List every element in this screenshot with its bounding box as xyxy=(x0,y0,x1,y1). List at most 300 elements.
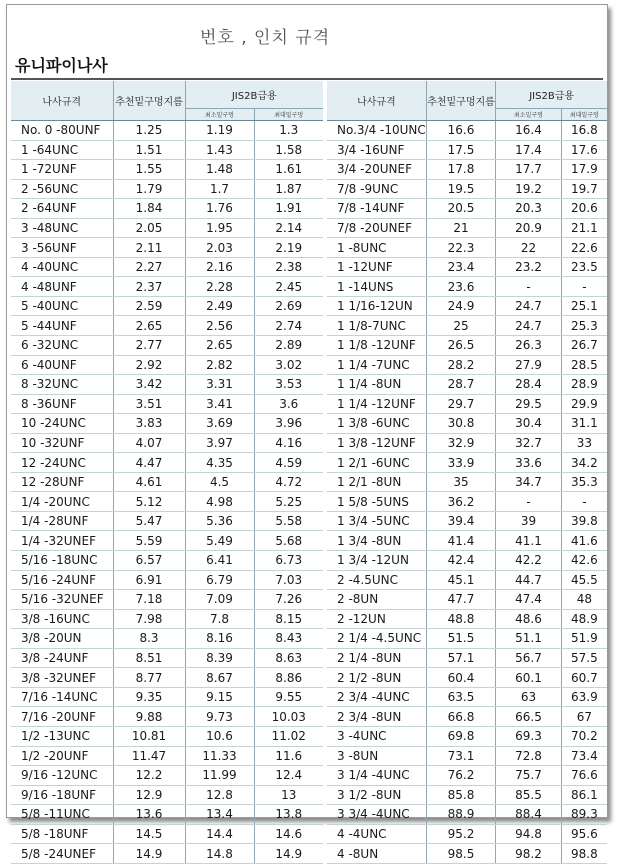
recommended-drill-cell: 2.65 xyxy=(113,316,185,336)
thread-spec-cell: 10 -24UNC xyxy=(11,414,113,434)
thread-spec-cell: 3 3/4 -4UNC xyxy=(327,805,426,825)
table-row xyxy=(327,551,607,571)
max-hole-cell: 2.69 xyxy=(254,296,323,316)
max-hole-cell: 70.2 xyxy=(561,726,607,746)
thread-spec-cell: 1 -14UNS xyxy=(327,277,426,297)
table-row xyxy=(11,121,323,141)
thread-spec-cell: 2 3/4 -4UNC xyxy=(327,687,426,707)
header-min: 최소밑구멍 xyxy=(496,109,562,121)
max-hole-cell: 42.6 xyxy=(561,551,607,571)
thread-spec-cell: 1 3/4 -12UN xyxy=(327,551,426,571)
header-max: 최대밑구멍 xyxy=(254,109,323,121)
table-row xyxy=(327,531,607,551)
recommended-drill-cell: 17.5 xyxy=(426,140,495,160)
table-row xyxy=(11,707,323,727)
min-hole-cell: 32.7 xyxy=(496,433,562,453)
header-max: 최대밑구멍 xyxy=(561,109,607,121)
recommended-drill-cell: 2.11 xyxy=(113,238,185,258)
thread-spec-cell: 7/8 -20UNEF xyxy=(327,218,426,238)
recommended-drill-cell: 28.7 xyxy=(426,375,495,395)
max-hole-cell: 51.9 xyxy=(561,629,607,649)
recommended-drill-cell: 23.4 xyxy=(426,257,495,277)
table-row xyxy=(11,160,323,180)
table-row xyxy=(11,785,323,805)
thread-spec-cell: 1 1/8 -12UNF xyxy=(327,336,426,356)
min-hole-cell: 3.97 xyxy=(185,433,254,453)
min-hole-cell: 23.2 xyxy=(496,257,562,277)
table-row xyxy=(327,570,607,590)
recommended-drill-cell: 95.2 xyxy=(426,824,495,844)
min-hole-cell: 13.4 xyxy=(185,805,254,825)
min-hole-cell: 75.7 xyxy=(496,766,562,786)
min-hole-cell: 39 xyxy=(496,511,562,531)
min-hole-cell: 26.3 xyxy=(496,336,562,356)
max-hole-cell: 1.91 xyxy=(254,199,323,219)
thread-spec-cell: 2 -8UN xyxy=(327,590,426,610)
min-hole-cell: 11.99 xyxy=(185,766,254,786)
recommended-drill-cell: 7.98 xyxy=(113,609,185,629)
recommended-drill-cell: 57.1 xyxy=(426,648,495,668)
min-hole-cell: 1.19 xyxy=(185,121,254,141)
min-hole-cell: 41.1 xyxy=(496,531,562,551)
min-hole-cell: 85.5 xyxy=(496,785,562,805)
max-hole-cell: 48.9 xyxy=(561,609,607,629)
min-hole-cell: 20.3 xyxy=(496,199,562,219)
header-jis: JIS2B급용 xyxy=(496,81,607,109)
recommended-drill-cell: 6.91 xyxy=(113,570,185,590)
thread-spec-cell: 9/16 -18UNF xyxy=(11,785,113,805)
thread-spec-cell: 1/4 -32UNEF xyxy=(11,531,113,551)
table-row xyxy=(327,296,607,316)
thread-spec-cell: 2 -64UNF xyxy=(11,199,113,219)
min-hole-cell: 4.98 xyxy=(185,492,254,512)
thread-spec-cell: 7/16 -14UNC xyxy=(11,687,113,707)
thread-spec-cell: 3 1/4 -4UNC xyxy=(327,766,426,786)
thread-spec-cell: 2 1/2 -8UN xyxy=(327,668,426,688)
max-hole-cell: 9.55 xyxy=(254,687,323,707)
table-row xyxy=(11,492,323,512)
min-hole-cell: 8.67 xyxy=(185,668,254,688)
table-row xyxy=(11,355,323,375)
max-hole-cell: 13 xyxy=(254,785,323,805)
recommended-drill-cell: 8.3 xyxy=(113,629,185,649)
max-hole-cell: 95.6 xyxy=(561,824,607,844)
recommended-drill-cell: 5.47 xyxy=(113,511,185,531)
recommended-drill-cell: 32.9 xyxy=(426,433,495,453)
max-hole-cell: 17.9 xyxy=(561,160,607,180)
min-hole-cell: 24.7 xyxy=(496,316,562,336)
max-hole-cell: 4.16 xyxy=(254,433,323,453)
recommended-drill-cell: 1.79 xyxy=(113,179,185,199)
thread-spec-cell: 3/8 -32UNEF xyxy=(11,668,113,688)
min-hole-cell: 7.8 xyxy=(185,609,254,629)
table-row xyxy=(11,629,323,649)
min-hole-cell: 2.56 xyxy=(185,316,254,336)
max-hole-cell: 5.58 xyxy=(254,511,323,531)
recommended-drill-cell: 4.47 xyxy=(113,453,185,473)
table-row xyxy=(327,844,607,864)
thread-spec-cell: 2 3/4 -8UN xyxy=(327,707,426,727)
thread-spec-cell: 3 -48UNC xyxy=(11,218,113,238)
recommended-drill-cell: 4.61 xyxy=(113,472,185,492)
thread-spec-cell: 3 -8UN xyxy=(327,746,426,766)
min-hole-cell: 34.7 xyxy=(496,472,562,492)
table-row xyxy=(327,277,607,297)
min-hole-cell: 19.2 xyxy=(496,179,562,199)
recommended-drill-cell: 8.77 xyxy=(113,668,185,688)
min-hole-cell: 2.65 xyxy=(185,336,254,356)
min-hole-cell: 8.39 xyxy=(185,648,254,668)
table-row xyxy=(11,609,323,629)
table-row xyxy=(327,199,607,219)
max-hole-cell: 8.15 xyxy=(254,609,323,629)
min-hole-cell: 88.4 xyxy=(496,805,562,825)
thread-spec-cell: 3 1/2 -8UN xyxy=(327,785,426,805)
min-hole-cell: 27.9 xyxy=(496,355,562,375)
recommended-drill-cell: 7.18 xyxy=(113,590,185,610)
max-hole-cell: 25.3 xyxy=(561,316,607,336)
min-hole-cell: 48.6 xyxy=(496,609,562,629)
thread-spec-cell: 4 -40UNC xyxy=(11,257,113,277)
min-hole-cell: 33.6 xyxy=(496,453,562,473)
min-hole-cell: 5.49 xyxy=(185,531,254,551)
max-hole-cell: 14.6 xyxy=(254,824,323,844)
min-hole-cell: 69.3 xyxy=(496,726,562,746)
min-hole-cell: 1.7 xyxy=(185,179,254,199)
max-hole-cell: 2.19 xyxy=(254,238,323,258)
recommended-drill-cell: 60.4 xyxy=(426,668,495,688)
max-hole-cell: 2.89 xyxy=(254,336,323,356)
min-hole-cell: 2.82 xyxy=(185,355,254,375)
recommended-drill-cell: 30.8 xyxy=(426,414,495,434)
table-row xyxy=(327,179,607,199)
min-hole-cell: 44.7 xyxy=(496,570,562,590)
max-hole-cell: 7.03 xyxy=(254,570,323,590)
thread-spec-cell: 3/8 -20UN xyxy=(11,629,113,649)
table-row xyxy=(327,726,607,746)
recommended-drill-cell: 2.77 xyxy=(113,336,185,356)
table-row xyxy=(327,609,607,629)
table-row xyxy=(327,805,607,825)
max-hole-cell: 19.7 xyxy=(561,179,607,199)
max-hole-cell: 5.25 xyxy=(254,492,323,512)
max-hole-cell: 20.6 xyxy=(561,199,607,219)
thread-spec-cell: 12 -28UNF xyxy=(11,472,113,492)
recommended-drill-cell: 17.8 xyxy=(426,160,495,180)
table-row xyxy=(11,277,323,297)
table-row xyxy=(11,453,323,473)
header-min: 최소밑구멍 xyxy=(185,109,254,121)
max-hole-cell: 35.3 xyxy=(561,472,607,492)
min-hole-cell: 24.7 xyxy=(496,296,562,316)
thread-spec-cell: 1 2/1 -8UN xyxy=(327,472,426,492)
table-row xyxy=(327,687,607,707)
table-row xyxy=(327,785,607,805)
min-hole-cell: 3.69 xyxy=(185,414,254,434)
table-row xyxy=(327,433,607,453)
table-row xyxy=(11,140,323,160)
table-row xyxy=(11,511,323,531)
table-row xyxy=(11,648,323,668)
table-row xyxy=(327,746,607,766)
left-thread-table xyxy=(11,81,323,864)
recommended-drill-cell: 1.84 xyxy=(113,199,185,219)
min-hole-cell: 14.4 xyxy=(185,824,254,844)
max-hole-cell: 31.1 xyxy=(561,414,607,434)
min-hole-cell: 1.76 xyxy=(185,199,254,219)
recommended-drill-cell: 39.4 xyxy=(426,511,495,531)
min-hole-cell: 14.8 xyxy=(185,844,254,864)
table-row xyxy=(327,824,607,844)
table-row xyxy=(11,316,323,336)
min-hole-cell: 10.6 xyxy=(185,726,254,746)
min-hole-cell: 56.7 xyxy=(496,648,562,668)
recommended-drill-cell: 47.7 xyxy=(426,590,495,610)
thread-spec-cell: 8 -36UNF xyxy=(11,394,113,414)
max-hole-cell: 29.9 xyxy=(561,394,607,414)
table-row xyxy=(327,316,607,336)
max-hole-cell: 10.03 xyxy=(254,707,323,727)
max-hole-cell: 39.8 xyxy=(561,511,607,531)
min-hole-cell: 98.2 xyxy=(496,844,562,864)
thread-spec-cell: 5 -44UNF xyxy=(11,316,113,336)
max-hole-cell: 12.4 xyxy=(254,766,323,786)
max-hole-cell: 76.6 xyxy=(561,766,607,786)
table-row xyxy=(11,472,323,492)
thread-spec-cell: 5/8 -18UNF xyxy=(11,824,113,844)
min-hole-cell: 16.4 xyxy=(496,121,562,141)
max-hole-cell: 16.8 xyxy=(561,121,607,141)
min-hole-cell: - xyxy=(496,277,562,297)
min-hole-cell: 1.95 xyxy=(185,218,254,238)
recommended-drill-cell: 2.92 xyxy=(113,355,185,375)
min-hole-cell: 7.09 xyxy=(185,590,254,610)
max-hole-cell: 14.9 xyxy=(254,844,323,864)
table-row xyxy=(327,414,607,434)
thread-spec-cell: 1 3/4 -5UNC xyxy=(327,511,426,531)
header-drill: 추천밑구멍지름 xyxy=(426,81,495,121)
recommended-drill-cell: 26.5 xyxy=(426,336,495,356)
table-row xyxy=(327,453,607,473)
max-hole-cell: 67 xyxy=(561,707,607,727)
recommended-drill-cell: 10.81 xyxy=(113,726,185,746)
thread-spec-cell: 1 1/4 -12UNF xyxy=(327,394,426,414)
max-hole-cell: 5.68 xyxy=(254,531,323,551)
table-row xyxy=(11,375,323,395)
thread-spec-cell: 1 1/4 -7UNC xyxy=(327,355,426,375)
max-hole-cell: 3.96 xyxy=(254,414,323,434)
min-hole-cell: - xyxy=(496,492,562,512)
thread-spec-cell: 5/16 -32UNEF xyxy=(11,590,113,610)
min-hole-cell: 29.5 xyxy=(496,394,562,414)
min-hole-cell: 2.49 xyxy=(185,296,254,316)
table-row xyxy=(11,844,323,864)
min-hole-cell: 94.8 xyxy=(496,824,562,844)
max-hole-cell: 1.3 xyxy=(254,121,323,141)
recommended-drill-cell: 69.8 xyxy=(426,726,495,746)
max-hole-cell: 45.5 xyxy=(561,570,607,590)
thread-spec-cell: 10 -32UNF xyxy=(11,433,113,453)
header-rule xyxy=(11,78,603,80)
max-hole-cell: 7.26 xyxy=(254,590,323,610)
thread-spec-cell: 1/2 -13UNC xyxy=(11,726,113,746)
thread-spec-cell: 5 -40UNC xyxy=(11,296,113,316)
recommended-drill-cell: 98.5 xyxy=(426,844,495,864)
table-row xyxy=(327,648,607,668)
max-hole-cell: 57.5 xyxy=(561,648,607,668)
min-hole-cell: 2.28 xyxy=(185,277,254,297)
max-hole-cell: 98.8 xyxy=(561,844,607,864)
max-hole-cell: 28.5 xyxy=(561,355,607,375)
header-spec: 나사규격 xyxy=(11,81,113,121)
max-hole-cell: 11.02 xyxy=(254,726,323,746)
max-hole-cell: 8.63 xyxy=(254,648,323,668)
header-drill: 추천밑구멍지름 xyxy=(113,81,185,121)
document-frame xyxy=(6,4,608,861)
thread-spec-cell: 1 -72UNF xyxy=(11,160,113,180)
max-hole-cell: 2.74 xyxy=(254,316,323,336)
table-row xyxy=(11,766,323,786)
recommended-drill-cell: 9.88 xyxy=(113,707,185,727)
thread-spec-cell: 6 -40UNF xyxy=(11,355,113,375)
thread-spec-cell: 1 1/16-12UN xyxy=(327,296,426,316)
min-hole-cell: 47.4 xyxy=(496,590,562,610)
max-hole-cell: 8.86 xyxy=(254,668,323,688)
thread-spec-cell: 1 3/8 -12UNF xyxy=(327,433,426,453)
recommended-drill-cell: 24.9 xyxy=(426,296,495,316)
table-row xyxy=(327,218,607,238)
min-hole-cell: 17.4 xyxy=(496,140,562,160)
thread-spec-cell: 7/16 -20UNF xyxy=(11,707,113,727)
recommended-drill-cell: 28.2 xyxy=(426,355,495,375)
recommended-drill-cell: 73.1 xyxy=(426,746,495,766)
thread-spec-cell: 3/8 -24UNF xyxy=(11,648,113,668)
thread-spec-cell: 1 3/4 -8UN xyxy=(327,531,426,551)
min-hole-cell: 28.4 xyxy=(496,375,562,395)
min-hole-cell: 12.8 xyxy=(185,785,254,805)
max-hole-cell: 26.7 xyxy=(561,336,607,356)
thread-spec-cell: 7/8 -9UNC xyxy=(327,179,426,199)
recommended-drill-cell: 8.51 xyxy=(113,648,185,668)
table-row xyxy=(11,551,323,571)
recommended-drill-cell: 2.27 xyxy=(113,257,185,277)
table-row xyxy=(327,492,607,512)
max-hole-cell: - xyxy=(561,277,607,297)
recommended-drill-cell: 16.6 xyxy=(426,121,495,141)
recommended-drill-cell: 5.12 xyxy=(113,492,185,512)
recommended-drill-cell: 12.9 xyxy=(113,785,185,805)
min-hole-cell: 66.5 xyxy=(496,707,562,727)
recommended-drill-cell: 41.4 xyxy=(426,531,495,551)
table-row xyxy=(327,121,607,141)
max-hole-cell: 48 xyxy=(561,590,607,610)
max-hole-cell: 13.8 xyxy=(254,805,323,825)
thread-spec-cell: 1 5/8 -5UNS xyxy=(327,492,426,512)
recommended-drill-cell: 51.5 xyxy=(426,629,495,649)
section-title: 유니파이나사 xyxy=(15,56,108,75)
thread-spec-cell: 1 -64UNC xyxy=(11,140,113,160)
recommended-drill-cell: 2.37 xyxy=(113,277,185,297)
max-hole-cell: 6.73 xyxy=(254,551,323,571)
min-hole-cell: 5.36 xyxy=(185,511,254,531)
table-row xyxy=(11,414,323,434)
min-hole-cell: 1.48 xyxy=(185,160,254,180)
min-hole-cell: 4.35 xyxy=(185,453,254,473)
table-row xyxy=(327,590,607,610)
thread-spec-cell: 3/4 -16UNF xyxy=(327,140,426,160)
recommended-drill-cell: 76.2 xyxy=(426,766,495,786)
min-hole-cell: 72.8 xyxy=(496,746,562,766)
recommended-drill-cell: 88.9 xyxy=(426,805,495,825)
max-hole-cell: 86.1 xyxy=(561,785,607,805)
table-row xyxy=(327,375,607,395)
thread-spec-cell: 5/8 -11UNC xyxy=(11,805,113,825)
max-hole-cell: 25.1 xyxy=(561,296,607,316)
table-row xyxy=(327,766,607,786)
right-thread-table xyxy=(327,81,607,864)
recommended-drill-cell: 36.2 xyxy=(426,492,495,512)
thread-spec-cell: 5/16 -18UNC xyxy=(11,551,113,571)
max-hole-cell: 2.38 xyxy=(254,257,323,277)
min-hole-cell: 22 xyxy=(496,238,562,258)
recommended-drill-cell: 22.3 xyxy=(426,238,495,258)
table-row xyxy=(11,238,323,258)
recommended-drill-cell: 85.8 xyxy=(426,785,495,805)
thread-spec-cell: 9/16 -12UNC xyxy=(11,766,113,786)
header-jis: JIS2B급용 xyxy=(185,81,323,109)
table-row xyxy=(11,394,323,414)
min-hole-cell: 11.33 xyxy=(185,746,254,766)
table-row xyxy=(11,805,323,825)
recommended-drill-cell: 2.59 xyxy=(113,296,185,316)
table-row xyxy=(11,726,323,746)
min-hole-cell: 63 xyxy=(496,687,562,707)
table-row xyxy=(11,179,323,199)
thread-spec-cell: 1/4 -20UNC xyxy=(11,492,113,512)
recommended-drill-cell: 42.4 xyxy=(426,551,495,571)
table-row xyxy=(327,160,607,180)
max-hole-cell: 17.6 xyxy=(561,140,607,160)
recommended-drill-cell: 45.1 xyxy=(426,570,495,590)
max-hole-cell: 34.2 xyxy=(561,453,607,473)
recommended-drill-cell: 63.5 xyxy=(426,687,495,707)
thread-spec-cell: 3 -4UNC xyxy=(327,726,426,746)
recommended-drill-cell: 9.35 xyxy=(113,687,185,707)
min-hole-cell: 1.43 xyxy=(185,140,254,160)
recommended-drill-cell: 1.51 xyxy=(113,140,185,160)
thread-spec-cell: No. 0 -80UNF xyxy=(11,121,113,141)
recommended-drill-cell: 4.07 xyxy=(113,433,185,453)
table-row xyxy=(11,590,323,610)
table-row xyxy=(11,199,323,219)
thread-spec-cell: 1 3/8 -6UNC xyxy=(327,414,426,434)
thread-spec-cell: No.3/4 -10UNC xyxy=(327,121,426,141)
min-hole-cell: 2.03 xyxy=(185,238,254,258)
max-hole-cell: 28.9 xyxy=(561,375,607,395)
thread-spec-cell: 2 -12UN xyxy=(327,609,426,629)
max-hole-cell: 3.02 xyxy=(254,355,323,375)
thread-spec-cell: 8 -32UNC xyxy=(11,375,113,395)
recommended-drill-cell: 66.8 xyxy=(426,707,495,727)
recommended-drill-cell: 14.9 xyxy=(113,844,185,864)
max-hole-cell: 41.6 xyxy=(561,531,607,551)
max-hole-cell: 2.14 xyxy=(254,218,323,238)
thread-spec-cell: 4 -8UN xyxy=(327,844,426,864)
recommended-drill-cell: 35 xyxy=(426,472,495,492)
table-row xyxy=(11,570,323,590)
max-hole-cell: 2.45 xyxy=(254,277,323,297)
table-row xyxy=(327,394,607,414)
